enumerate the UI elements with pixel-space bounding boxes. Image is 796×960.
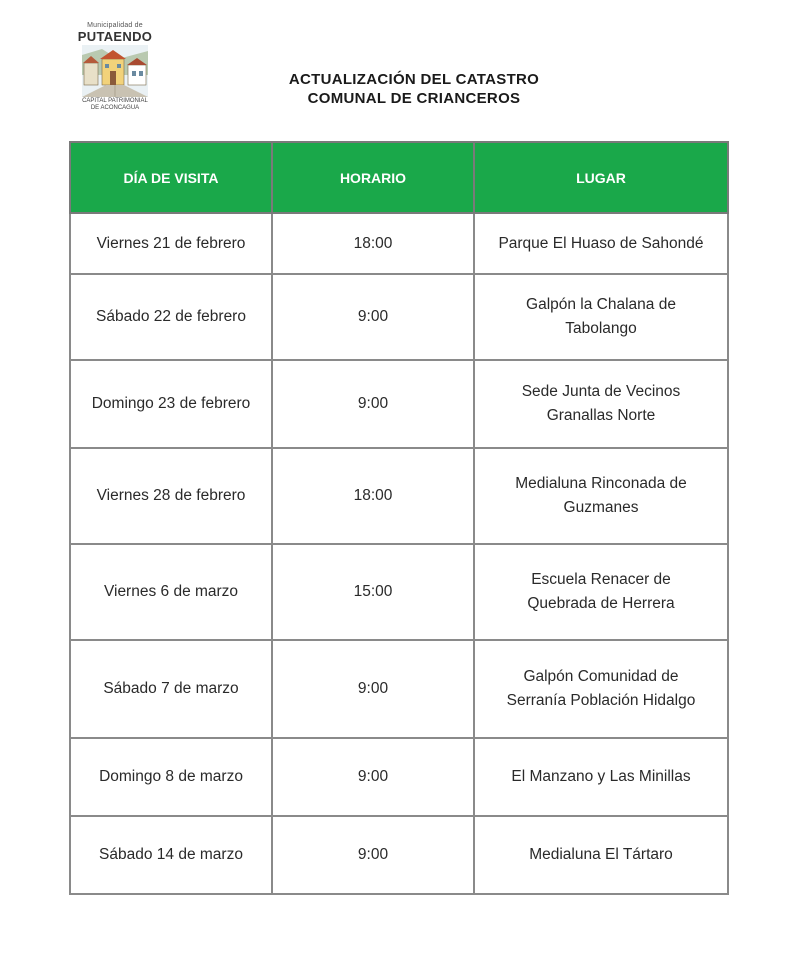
logo-caption-line2: DE ACONCAGUA	[90, 105, 140, 111]
cell-place: Medialuna El Tártaro	[474, 816, 728, 894]
page-title-line1: ACTUALIZACIÓN DEL CATASTRO	[288, 71, 540, 88]
table-row	[70, 738, 728, 816]
table-row	[70, 274, 728, 360]
cell-place: Escuela Renacer de Quebrada de Herrera	[474, 544, 728, 640]
cell-day: Viernes 28 de febrero	[70, 448, 272, 544]
municipality-logo	[74, 22, 156, 122]
table-header-row	[70, 142, 728, 213]
column-header-place: LUGAR	[474, 142, 728, 213]
table-row	[70, 816, 728, 894]
cell-time: 15:00	[272, 544, 474, 640]
column-header-day: DÍA DE VISITA	[70, 142, 272, 213]
cell-time: 9:00	[272, 640, 474, 738]
table-row	[70, 448, 728, 544]
table-row	[70, 360, 728, 448]
cell-day: Domingo 23 de febrero	[70, 360, 272, 448]
table-row	[70, 640, 728, 738]
column-header-time: HORARIO	[272, 142, 474, 213]
page-title	[220, 70, 608, 108]
logo-city-text: PUTAENDO	[77, 29, 153, 44]
cell-place: El Manzano y Las Minillas	[474, 738, 728, 816]
cell-day: Sábado 7 de marzo	[70, 640, 272, 738]
page-title-line2: COMUNAL DE CRIANCEROS	[307, 90, 521, 107]
cell-day: Sábado 14 de marzo	[70, 816, 272, 894]
cell-place: Galpón Comunidad de Serranía Población Hidalgo	[474, 640, 728, 738]
cell-time: 18:00	[272, 213, 474, 274]
cell-day: Viernes 21 de febrero	[70, 213, 272, 274]
cell-time: 9:00	[272, 274, 474, 360]
cell-place: Medialuna Rinconada de Guzmanes	[474, 448, 728, 544]
cell-day: Sábado 22 de febrero	[70, 274, 272, 360]
town-street-icon	[82, 45, 148, 97]
table-row	[70, 544, 728, 640]
cell-day: Domingo 8 de marzo	[70, 738, 272, 816]
cell-time: 9:00	[272, 738, 474, 816]
cell-time: 9:00	[272, 816, 474, 894]
cell-time: 9:00	[272, 360, 474, 448]
cell-place: Sede Junta de Vecinos Granallas Norte	[474, 360, 728, 448]
schedule-table	[69, 141, 729, 895]
cell-time: 18:00	[272, 448, 474, 544]
table-row	[70, 213, 728, 274]
cell-day: Viernes 6 de marzo	[70, 544, 272, 640]
cell-place: Parque El Huaso de Sahondé	[474, 213, 728, 274]
logo-caption-line1: CAPITAL PATRIMONIAL	[82, 98, 148, 104]
logo-municipality-text: Municipalidad de	[87, 22, 143, 29]
cell-place: Galpón la Chalana de Tabolango	[474, 274, 728, 360]
